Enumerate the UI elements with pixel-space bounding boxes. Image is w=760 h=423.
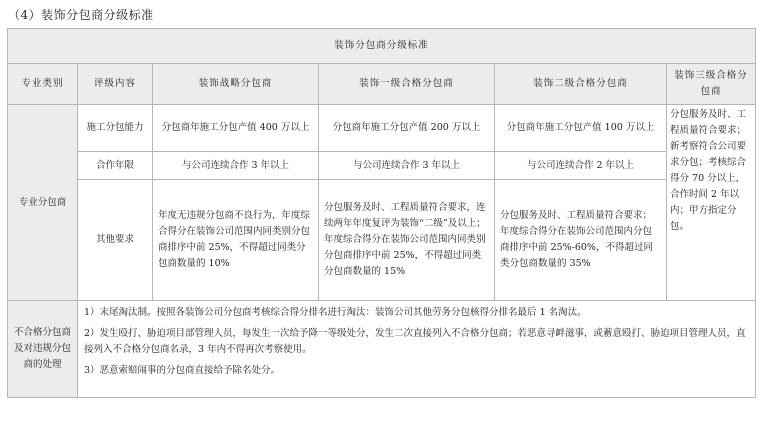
section-heading: （4）装饰分包商分级标准 (8, 8, 154, 22)
category-cell: 专业分包商 (8, 105, 78, 301)
table-row (8, 180, 756, 301)
level2-cell: 分包商年施工分包产值 100 万以上 (495, 105, 667, 152)
level1-cell: 分包服务及时、工程质量符合要求，连续两年年度复评为装饰“二级”及以上；年度综合得分在装饰公司范围内同类别分包商排序中前 25%，不得超过同类分包商数量的 15% (319, 180, 495, 301)
strategic-cell: 年度无违规分包商不良行为，年度综合得分在装饰公司范围内同类别分包商排序中前 25%，不得超过同类分包商数量的 10% (153, 180, 319, 301)
table-header-row (8, 64, 756, 105)
table-title-row (8, 29, 756, 64)
level2-cell: 与公司连续合作 2 年以上 (495, 152, 667, 180)
punish-label: 不合格分包商及对违规分包商的处理 (8, 301, 78, 398)
level1-cell: 与公司连续合作 3 年以上 (319, 152, 495, 180)
rule-item: 1）末尾淘汰制。按照各装饰公司分包商考核综合得分排名进行淘汰：装饰公司其他劳务分包核得分排名最后 1 名淘汰。 (84, 307, 587, 318)
strategic-cell: 分包商年施工分包产值 400 万以上 (153, 105, 319, 152)
strategic-cell: 与公司连续合作 3 年以上 (153, 152, 319, 180)
item-cell: 合作年限 (78, 152, 153, 180)
header-level3: 装饰三级合格分包商 (667, 64, 756, 105)
table-title: 装饰分包商分级标准 (8, 29, 756, 64)
table-row (8, 105, 756, 152)
punish-row (8, 301, 756, 398)
header-strategic: 装饰战略分包商 (153, 64, 319, 105)
item-cell: 施工分包能力 (78, 105, 153, 152)
rule-item: 3）恶意索赔闹事的分包商直接给予除名处分。 (84, 365, 281, 376)
header-item: 评级内容 (78, 64, 153, 105)
header-category: 专业类别 (8, 64, 78, 105)
table-row (8, 152, 756, 180)
punish-rules (78, 301, 756, 398)
header-level2: 装饰二级合格分包商 (495, 64, 667, 105)
header-level1: 装饰一级合格分包商 (319, 64, 495, 105)
grading-table (7, 28, 756, 398)
rule-item: 2）发生殴打、胁迫项目部管理人员，每发生一次给予降一等级处分，发生二次直接列入不合格分包商；若恶意寻衅滋事，或蓄意殴打、胁迫项目管理人员，直接列入不合格分包商名录，3 年内不得再次考察使用。 (84, 328, 746, 355)
item-cell: 其他要求 (78, 180, 153, 301)
level1-cell: 分包商年施工分包产值 200 万以上 (319, 105, 495, 152)
level3-note-cell: 分包服务及时、工程质量符合要求；新考察符合公司要求分包；考核综合得分 70 分以上，合作时间 2 年以内；甲方指定分包。 (667, 105, 756, 301)
level2-cell: 分包服务及时、工程质量符合要求；年度综合得分在装饰公司范围内分包商排序中前 25%-60%，不得超过同类分包商数量的 35% (495, 180, 667, 301)
